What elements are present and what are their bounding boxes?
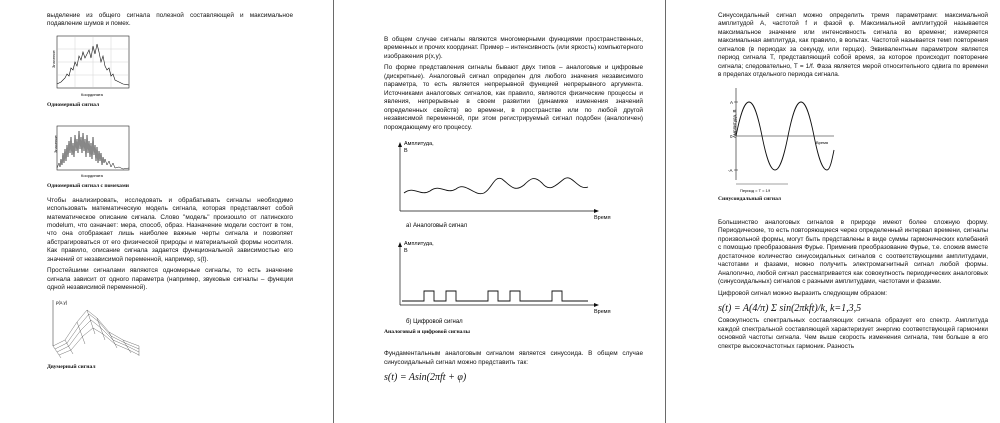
paragraph-analog-digital: По форме представления сигналы бывают двух типов – аналоговые и цифровые (дискретные). Аналоговый сигнал определен для любого значения независимого параметра, то есть является непрерывной функцией непрерывного аргумента. Источниками аналоговых сигналов, как правило, являются физические процессы и явления, непрерывные в своем развитии (динамике изменения значений определенных свойств) во времени, в пространстве или по любой другой независимой переменной, при этом регистрируемый сигнал подобен (аналогичен) порождающему его процессу.: [384, 64, 643, 131]
caption-sinusoid: Синусоидальный сигнал: [718, 195, 782, 202]
figure-sinusoid: [718, 84, 838, 194]
caption-1d-signal: Одномерный сигнал: [47, 101, 100, 108]
digital-y-label: Амплитуда,: [404, 240, 434, 247]
caption-noisy-signal: Одномерный сигнал с помехами: [47, 183, 130, 190]
document-page-1: [0, 0, 333, 423]
figure-digital-signal: [384, 235, 624, 327]
document-page-2: [334, 0, 665, 423]
y-arrow: [398, 142, 402, 147]
digital-y-unit: В: [404, 247, 408, 254]
paragraph-multidim: В общем случае сигналы являются многомерными функциями пространственных, временных и прочих координат. Пример – интенсивность (или яркость) компьютерного изображения p(x,y).: [384, 36, 643, 60]
paragraph-digital-expr: Цифровой сигнал можно выразить следующим образом:: [718, 289, 888, 297]
figure-2d-signal: [47, 296, 147, 362]
fig1-y-label: Значение: [51, 50, 56, 68]
analog-x-label: Время: [594, 214, 611, 221]
paragraph-1d-signals: Простейшими сигналами являются одномерные сигналы, то есть значение сигнала зависит от одного параметра (например, звуковые сигналы – функции одной независимой переменной).: [47, 267, 293, 292]
analog-curve: [404, 178, 588, 194]
x-arrow: [594, 209, 599, 213]
digital-pulses: [402, 291, 588, 301]
figure-1d-signal: [47, 32, 133, 100]
paragraph-noise: выделение из общего сигнала полезной составляющей и максимальное подавление шумов и помех.: [47, 12, 293, 28]
paragraph-sin-params: Синусоидальный сигнал можно определить тремя параметрами: максимальной амплитудой A, частотой f и фазой φ. Максимальной амплитудой называется максимальное значение или интенсивность сигнала во времени; измеряется максимальная амплитуда, как правило, в вольтах. Частотой называется темп повторения сигналов (в периодах за секунду, или герцах). Эквивалентным параметром является период сигнала T, представляющий собой время, за которое происходит повторение сигнала; следовательно, T = 1/f. Фаза является мерой относительного сдвига по времени в пределах отдельного периода сигнала.: [718, 12, 988, 79]
formula-digital: s(t) = A(4/π) Σ sin(2πkft)/k, k=1,3,5: [718, 303, 862, 315]
paragraph-sinusoid: Фундаментальным аналоговым сигналом является синусоида. В общем случае синусоидальный сигнал можно представить так:: [384, 350, 643, 366]
formula-sinusoid: s(t) = Asin(2πft + φ): [384, 372, 467, 384]
paragraph-fourier: Большинство аналоговых сигналов в природе имеют более сложную форму. Периодические, то есть повторяющиеся через определенный интервал времени, сигналы произвольной формы, могут быть представлены в виде суммы гармонических колебаний с помощью преобразования Фурье. Применив преобразование Фурье, т.е. сложив вместе достаточное количество синусоидальных сигналов с соответствующими амплитудами, частотами и фазами, можно получить электромагнитный сигнал любой формы. Аналогично, любой сигнал рассматривается как совокупность периодических аналоговых (синусоидальных) сигналов с разными амплитудами, частотами и фазами.: [718, 219, 988, 286]
sin-period: Период = T = 1/f: [740, 187, 770, 193]
sin-y-zero: 0: [730, 133, 733, 139]
paragraph-model: Чтобы анализировать, исследовать и обрабатывать сигналы необходимо использовать математическую модель сигнала, которая представляет собой математическое описание сигнала. Слово "модель" произошло от латинского modelum, что означает: мера, способ, образ. Назначение модели состоит в том, что она отображает лишь наиболее важные черты сигнала и позволяет абстрагироваться от его физической природы и материальной формы носителя. Как правило, описание сигнала задается функциональной зависимостью его значений от независимой переменной, например, s(t).: [47, 196, 293, 263]
fig2-x-label: Координата: [81, 173, 103, 179]
fig3-label: p(x,y): [56, 299, 68, 305]
figure-noisy-signal: [47, 123, 133, 181]
digital-x-label: Время: [594, 308, 611, 315]
fig1-x-label: Координата: [81, 91, 103, 97]
paragraph-spectrum: Совокупность спектральных составляющих сигнала образует его спектр. Амплитуда каждой спектральной составляющей характеризует энергию соответствующей гармоники основной частоты сигнала. Чем выше скорость изменения сигнала, тем больше в его спектре высокочастотных гармоник. Разность: [718, 317, 988, 350]
document-page-3: [666, 0, 1000, 423]
analog-y-unit: В: [404, 147, 408, 154]
caption-analog-digital: Аналоговый и цифровой сигналы: [384, 328, 471, 335]
sin-y-bottom: -A: [728, 167, 733, 173]
plot-frame: [57, 126, 129, 170]
digital-caption: б) Цифровой сигнал: [406, 318, 463, 325]
x-arrow: [594, 303, 599, 307]
analog-caption: а) Аналоговый сигнал: [406, 222, 468, 227]
surface-mesh: [53, 310, 139, 358]
sin-x-label: Время: [816, 139, 829, 145]
sin-y-label: Амплитуда, В: [732, 109, 737, 138]
y-arrow: [398, 242, 402, 247]
fig2-y-label: Значение: [53, 135, 58, 154]
sin-y-top: A: [730, 99, 734, 105]
figure-analog-signal: [384, 135, 624, 227]
caption-2d-signal: Двумерный сигнал: [47, 363, 96, 370]
analog-y-label: Амплитуда,: [404, 140, 434, 147]
